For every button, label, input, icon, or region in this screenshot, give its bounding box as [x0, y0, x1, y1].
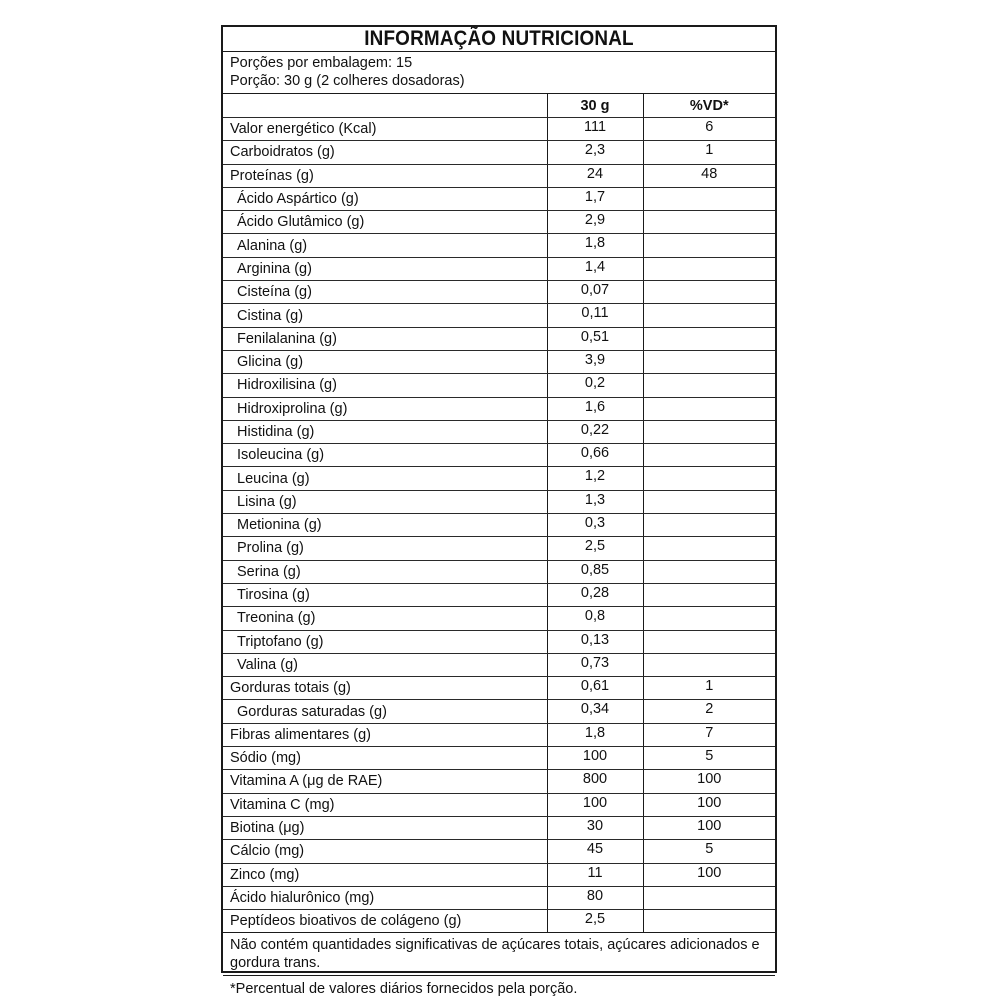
- table-row: [223, 747, 775, 770]
- nutrient-amount: 800: [547, 770, 643, 793]
- nutrient-name: Triptofano (g): [223, 630, 547, 653]
- table-row: [223, 490, 775, 513]
- nutrient-name: Cisteína (g): [223, 281, 547, 304]
- table-row: [223, 630, 775, 653]
- nutrient-dv: 48: [643, 164, 775, 187]
- not-significant-note: Não contém quantidades significativas de açúcares totais, açúcares adicionados e gordura trans.: [223, 933, 775, 976]
- table-row: [223, 583, 775, 606]
- nutrient-name: Leucina (g): [223, 467, 547, 490]
- table-row: [223, 257, 775, 280]
- nutrient-dv: [643, 211, 775, 234]
- table-row: [223, 467, 775, 490]
- nutrient-name: Ácido hialurônico (mg): [223, 886, 547, 909]
- nutrient-dv: 2: [643, 700, 775, 723]
- nutrient-dv: [643, 467, 775, 490]
- nutrient-name: Metionina (g): [223, 514, 547, 537]
- nutrient-name: Hidroxilisina (g): [223, 374, 547, 397]
- table-row: [223, 420, 775, 443]
- nutrient-name: Fenilalanina (g): [223, 327, 547, 350]
- nutrient-amount: 24: [547, 164, 643, 187]
- table-row: [223, 211, 775, 234]
- nutrient-amount: 0,66: [547, 444, 643, 467]
- nutrient-dv: [643, 397, 775, 420]
- nutrient-dv: [643, 560, 775, 583]
- dv-column-header: %VD*: [643, 94, 775, 118]
- nutrient-amount: 1,4: [547, 257, 643, 280]
- nutrient-amount: 11: [547, 863, 643, 886]
- nutrient-name: Valor energético (Kcal): [223, 118, 547, 141]
- table-row: [223, 350, 775, 373]
- nutrient-name: Tirosina (g): [223, 583, 547, 606]
- table-row: [223, 118, 775, 141]
- nutrient-amount: 2,9: [547, 211, 643, 234]
- nutrient-name: Glicina (g): [223, 350, 547, 373]
- nutrient-amount: 0,13: [547, 630, 643, 653]
- nutrient-dv: [643, 350, 775, 373]
- nutrient-amount: 45: [547, 840, 643, 863]
- nutrient-amount: 0,61: [547, 677, 643, 700]
- nutrient-name: Prolina (g): [223, 537, 547, 560]
- nutrient-dv: [643, 630, 775, 653]
- nutrient-dv: 1: [643, 677, 775, 700]
- nutrient-name: Proteínas (g): [223, 164, 547, 187]
- nutrient-dv: [643, 281, 775, 304]
- nutrient-column-header: [223, 94, 547, 118]
- amount-column-header: 30 g: [547, 94, 643, 118]
- nutrient-name: Gorduras totais (g): [223, 677, 547, 700]
- nutrition-table: [223, 94, 775, 933]
- nutrient-dv: [643, 444, 775, 467]
- table-row: [223, 793, 775, 816]
- nutrient-name: Serina (g): [223, 560, 547, 583]
- table-row: [223, 537, 775, 560]
- nutrient-name: Ácido Aspártico (g): [223, 187, 547, 210]
- nutrient-amount: 1,6: [547, 397, 643, 420]
- table-row: [223, 187, 775, 210]
- nutrient-amount: 3,9: [547, 350, 643, 373]
- nutrient-amount: 0,51: [547, 327, 643, 350]
- table-row: [223, 514, 775, 537]
- nutrient-amount: 0,73: [547, 653, 643, 676]
- table-row: [223, 444, 775, 467]
- table-row: [223, 607, 775, 630]
- nutrient-name: Valina (g): [223, 653, 547, 676]
- nutrient-dv: [643, 653, 775, 676]
- nutrient-amount: 2,3: [547, 141, 643, 164]
- table-row: [223, 677, 775, 700]
- nutrient-dv: [643, 304, 775, 327]
- nutrient-amount: 0,22: [547, 420, 643, 443]
- nutrient-dv: [643, 490, 775, 513]
- nutrient-name: Vitamina C (mg): [223, 793, 547, 816]
- nutrition-table-body: [223, 118, 775, 933]
- nutrient-amount: 1,3: [547, 490, 643, 513]
- nutrient-amount: 1,7: [547, 187, 643, 210]
- nutrient-name: Peptídeos bioativos de colágeno (g): [223, 910, 547, 933]
- table-row: [223, 560, 775, 583]
- nutrient-name: Alanina (g): [223, 234, 547, 257]
- table-row: [223, 281, 775, 304]
- table-row: [223, 304, 775, 327]
- table-row: [223, 910, 775, 933]
- table-row: [223, 374, 775, 397]
- nutrient-amount: 80: [547, 886, 643, 909]
- table-row: [223, 840, 775, 863]
- nutrient-dv: [643, 537, 775, 560]
- nutrient-dv: [643, 374, 775, 397]
- nutrient-dv: 100: [643, 863, 775, 886]
- nutrient-dv: 100: [643, 793, 775, 816]
- table-row: [223, 141, 775, 164]
- nutrient-amount: 100: [547, 747, 643, 770]
- nutrient-amount: 2,5: [547, 537, 643, 560]
- nutrient-dv: 5: [643, 840, 775, 863]
- nutrient-name: Lisina (g): [223, 490, 547, 513]
- table-row: [223, 700, 775, 723]
- nutrient-name: Carboidratos (g): [223, 141, 547, 164]
- nutrient-amount: 2,5: [547, 910, 643, 933]
- nutrient-dv: [643, 327, 775, 350]
- nutrient-name: Cálcio (mg): [223, 840, 547, 863]
- nutrient-amount: 1,8: [547, 234, 643, 257]
- nutrient-dv: 1: [643, 141, 775, 164]
- nutrient-amount: 0,11: [547, 304, 643, 327]
- nutrient-name: Isoleucina (g): [223, 444, 547, 467]
- nutrient-name: Hidroxiprolina (g): [223, 397, 547, 420]
- nutrient-name: Gorduras saturadas (g): [223, 700, 547, 723]
- nutrient-amount: 1,8: [547, 723, 643, 746]
- nutrient-amount: 0,07: [547, 281, 643, 304]
- nutrient-dv: [643, 910, 775, 933]
- nutrient-amount: 1,2: [547, 467, 643, 490]
- nutrition-facts-panel: [221, 25, 777, 998]
- nutrition-title: INFORMAÇÃO NUTRICIONAL: [364, 27, 634, 50]
- serving-info: [223, 52, 775, 94]
- nutrient-dv: [643, 257, 775, 280]
- nutrient-name: Sódio (mg): [223, 747, 547, 770]
- nutrient-amount: 30: [547, 816, 643, 839]
- nutrient-name: Biotina (μg): [223, 816, 547, 839]
- table-row: [223, 653, 775, 676]
- nutrient-amount: 0,34: [547, 700, 643, 723]
- nutrient-amount: 0,2: [547, 374, 643, 397]
- nutrient-dv: 100: [643, 816, 775, 839]
- nutrient-name: Zinco (mg): [223, 863, 547, 886]
- nutrient-name: Fibras alimentares (g): [223, 723, 547, 746]
- table-row: [223, 397, 775, 420]
- nutrient-name: Cistina (g): [223, 304, 547, 327]
- nutrient-dv: 7: [643, 723, 775, 746]
- nutrient-amount: 100: [547, 793, 643, 816]
- nutrient-dv: 5: [643, 747, 775, 770]
- serving-size: Porção: 30 g (2 colheres dosadoras): [230, 73, 465, 89]
- table-header-row: [223, 94, 775, 118]
- nutrient-dv: [643, 583, 775, 606]
- servings-per-package: Porções por embalagem: 15: [230, 55, 413, 71]
- nutrient-dv: [643, 420, 775, 443]
- nutrient-amount: 0,8: [547, 607, 643, 630]
- nutrient-name: Ácido Glutâmico (g): [223, 211, 547, 234]
- table-row: [223, 816, 775, 839]
- dv-footnote: *Percentual de valores diários fornecidos pela porção.: [230, 981, 578, 998]
- nutrient-dv: 6: [643, 118, 775, 141]
- table-row: [223, 723, 775, 746]
- nutrient-dv: [643, 187, 775, 210]
- table-row: [223, 863, 775, 886]
- table-row: [223, 234, 775, 257]
- nutrient-amount: 0,85: [547, 560, 643, 583]
- nutrient-amount: 111: [547, 118, 643, 141]
- nutrient-amount: 0,28: [547, 583, 643, 606]
- nutrient-dv: [643, 514, 775, 537]
- nutrient-dv: [643, 607, 775, 630]
- nutrient-amount: 0,3: [547, 514, 643, 537]
- table-row: [223, 327, 775, 350]
- nutrient-dv: [643, 886, 775, 909]
- nutrient-name: Arginina (g): [223, 257, 547, 280]
- table-row: [223, 164, 775, 187]
- nutrient-name: Treonina (g): [223, 607, 547, 630]
- nutrient-name: Histidina (g): [223, 420, 547, 443]
- table-row: [223, 886, 775, 909]
- table-row: [223, 770, 775, 793]
- nutrient-name: Vitamina A (μg de RAE): [223, 770, 547, 793]
- nutrient-dv: [643, 234, 775, 257]
- nutrient-dv: 100: [643, 770, 775, 793]
